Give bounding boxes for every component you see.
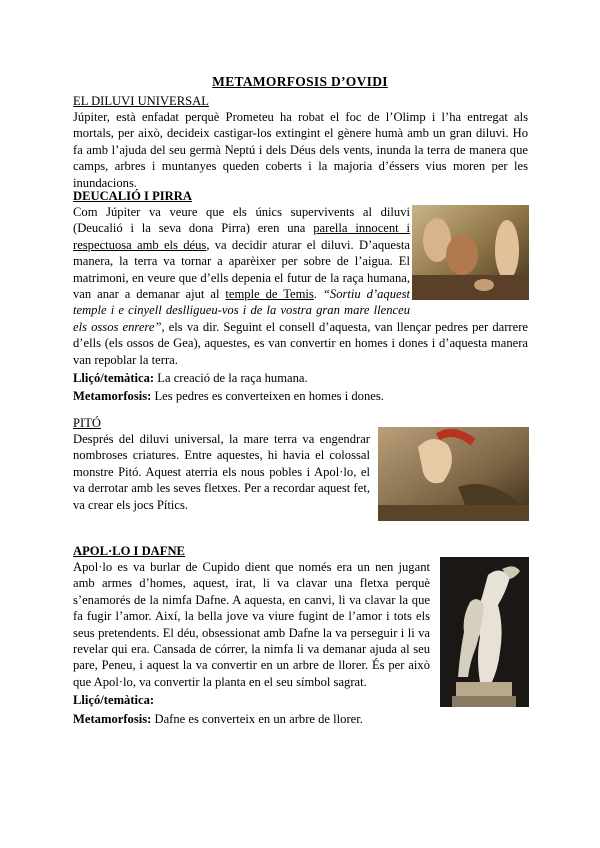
section-heading-apollo: APOL·LO I DAFNE bbox=[73, 544, 185, 558]
section-heading-deucalio: DEUCALIÓ I PIRRA bbox=[73, 189, 192, 203]
section-apollo-dafne bbox=[73, 543, 430, 727]
section-pito bbox=[73, 415, 370, 513]
metamorphosis-line-apollo: Metamorfosis: Dafne es converteix en un arbre de llorer. bbox=[73, 711, 363, 726]
painting-apollo-pito bbox=[378, 427, 529, 521]
section-text-deucalio: Com Júpiter va veure que els únics supervivents al diluvi (Deucalió i la seva dona Pirra) eren una parella innocent i respectuosa amb els déus, va decidir aturar el diluvi. D’aquesta manera, la terra va tornar a aparèixer per sobre de l’aigua. El matrimoni, en veure que d’ells depenia el futur de la raça humana, van anar a demanar ajut al temple de Temis. “Sortiu d’aquest temple i e cinyell deslligueu-vos i de la vostra gran mare llenceu els ossos enrere”, els va dir. Seguint el consell d’aquesta, van llençar pedres per darrere d’ells (els ossos de Gea), aquestes, es van convertir en homes i dones i d’aquesta manera van repoblar la terra. bbox=[73, 205, 528, 367]
section-text-apollo: Apol·lo es va burlar de Cupido dient que només era un nen jugant amb armes d’homes, aquest, irat, li va clavar una fletxa perquè s’enamorés de la nimfa Dafne. A aquesta, en canvi, li va clavar la que fa fugir l’amor. Així, la bella jove va viure fugint de l’amor i tots els seus pretendents. El déu, obsessionat amb Dafne la va perseguir i li va revelar qui era. Cansada de córrer, la nimfa li va demanar ajuda al seu pare, Peneu, i aquest la va convertir en un arbre de llorer. És per això que Apol·lo, va convertir la planta en el seu símbol sagrat. bbox=[73, 560, 430, 689]
section-heading-diluvi: EL DILUVI UNIVERSAL bbox=[73, 94, 209, 108]
section-text-diluvi: Júpiter, està enfadat perquè Prometeu ha robat el foc de l’Olimp i l’ha entregat als mortals, per això, decideix castigar-los extingint el gènere humà amb un gran diluvi. Ho fa amb l’ajuda del seu germà Neptú i dels Déus dels vents, inunda la terra de manera que camps, arbres i muntanyes queden coberts i la majoria d’éssers vius moren per les inundacions. bbox=[73, 110, 528, 190]
link-temple-temis: temple de Temis bbox=[225, 287, 314, 302]
section-heading-pito: PITÓ bbox=[73, 416, 101, 430]
lesson-line-apollo: Lliçó/temàtica: bbox=[73, 693, 155, 708]
painting-deucalio-pirra bbox=[412, 205, 529, 300]
link-parella-innocent: parella innocent i respectuosa amb els déus bbox=[73, 221, 411, 252]
painting-deucalio-svg bbox=[412, 205, 529, 300]
section-diluvi bbox=[73, 93, 528, 191]
sculpture-apollo-dafne bbox=[440, 557, 529, 707]
quote-temis: “Sortiu d’aquest temple i e cinyell deslligueu-vos i de la vostra gran mare llenceu els ossos enrere” bbox=[73, 287, 410, 334]
section-text-pito: Després del diluvi universal, la mare terra va engendrar nombroses criatures. Entre aquestes, hi havia el colossal monstre Pitó. Aquest aterria els nous pobles i Apol·lo, el va derrotar amb les seves fletxes. Per a recordar aquest fet, va crear els jocs Pítics. bbox=[73, 432, 370, 512]
sculpture-apollo-svg bbox=[440, 557, 529, 707]
lesson-line-deucalio: Lliçó/temàtica: La creació de la raça humana. bbox=[73, 371, 308, 386]
painting-pito-svg bbox=[378, 427, 529, 521]
metamorphosis-line-deucalio: Metamorfosis: Les pedres es converteixen en homes i dones. bbox=[73, 389, 384, 404]
document-title: METAMORFOSIS D’OVIDI bbox=[212, 74, 388, 89]
